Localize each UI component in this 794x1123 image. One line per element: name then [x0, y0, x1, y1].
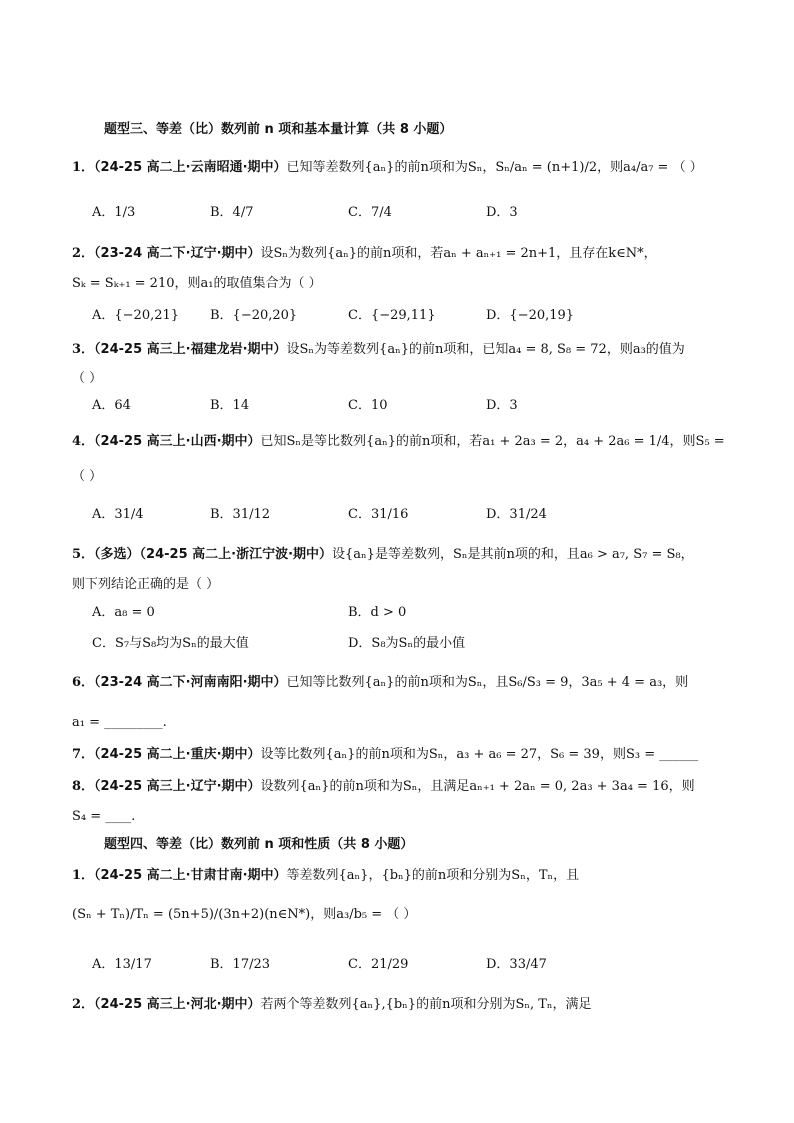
question-number: 4． — [72, 434, 95, 449]
option-c: C．{−29,11} — [348, 308, 436, 323]
question-7 — [72, 746, 698, 764]
question-text: 已知Sₙ是等比数列{aₙ}的前n项和，若a₁ + 2a₃ = 2，a₄ + 2a₆ = 1/4，则S₅ = — [260, 434, 725, 449]
question-source: （24-25 高三上·福建龙岩·期中） — [94, 342, 287, 357]
question-text: 已知等比数列{aₙ}的前n项和为Sₙ，且S₆/S₃ = 9，3a₅ + 4 = a₃，则 — [286, 675, 689, 690]
question-source: （24-25 高三上·山西·期中） — [94, 434, 261, 449]
question-text: 设{aₙ}是等差数列，Sₙ是其前n项的和，且a₆ > a₇, S₇ = S₈， — [332, 547, 694, 562]
question-6 — [72, 674, 688, 692]
question-source: （23-24 高二下·辽宁·期中） — [94, 246, 261, 261]
option-d: D．{−20,19} — [486, 308, 575, 323]
option-d: D．S₈为Sₙ的最小值 — [348, 636, 466, 651]
question-source: （24-25 高二上·重庆·期中） — [94, 747, 261, 762]
question-text: 设等比数列{aₙ}的前n项和为Sₙ，a₃ + a₆ = 27，S₆ = 39，则S₃ = ______ — [260, 747, 699, 762]
question-text: 设数列{aₙ}的前n项和为Sₙ，且满足aₙ₊₁ + 2aₙ = 0, 2a₃ + 3a₄ = 16，则 — [260, 779, 695, 794]
question-text: 设Sₙ为数列{aₙ}的前n项和，若aₙ + aₙ₊₁ = 2n+1，且存在k∈N*， — [260, 246, 657, 261]
option-a: A．a₈ = 0 — [92, 605, 155, 620]
question-text: 设Sₙ为等差数列{aₙ}的前n项和，已知a₄ = 8, S₈ = 72，则a₃的值为 — [286, 342, 685, 357]
option-a: A．{−20,21} — [92, 308, 180, 323]
option-a: A．13/17 — [92, 957, 152, 972]
question-number: 5． — [72, 547, 95, 562]
question-3-line2: （ ） — [72, 371, 103, 386]
question-source: （23-24 高二下·河南南阳·期中） — [94, 675, 287, 690]
option-c: C．S₇与S₈均为Sₙ的最大值 — [92, 636, 249, 651]
option-b: B．17/23 — [210, 957, 271, 972]
option-a: A．31/4 — [92, 507, 144, 522]
option-b: B．d > 0 — [348, 605, 407, 620]
question-number: 6． — [72, 675, 95, 690]
option-d: D．3 — [486, 205, 518, 220]
question-source: （24-25 高三上·河北·期中） — [94, 997, 261, 1012]
section-title: 题型三、等差（比）数列前 n 项和基本量计算（共 8 小题） — [104, 122, 453, 137]
question-2 — [72, 245, 657, 263]
question-number: 1． — [72, 868, 95, 883]
question-3 — [72, 341, 685, 359]
option-c: C．21/29 — [348, 957, 409, 972]
option-d: D．31/24 — [486, 507, 547, 522]
option-a: A．64 — [92, 398, 131, 413]
question-text: 等差数列{aₙ}，{bₙ}的前n项和分别为Sₙ，Tₙ，且 — [286, 868, 580, 883]
question-8-line2: S₄ = ____. — [72, 809, 136, 824]
question-8 — [72, 778, 695, 796]
question-number: 2． — [72, 997, 95, 1012]
question-number: 7． — [72, 747, 95, 762]
question-text: 已知等差数列{aₙ}的前n项和为Sₙ，Sₙ/aₙ = (n+1)/2，则a₄/a₇ = （ ） — [286, 160, 703, 175]
question-5-line2: 则下列结论正确的是（ ） — [72, 577, 220, 592]
question-number: 2． — [72, 246, 95, 261]
option-b: B．{−20,20} — [210, 308, 298, 323]
question-6-line2: a₁ = _________. — [72, 715, 167, 730]
option-d: D．33/47 — [486, 957, 547, 972]
question-4-line2: （ ） — [72, 469, 103, 484]
option-c: C．7/4 — [348, 205, 392, 220]
option-a: A．1/3 — [92, 205, 136, 220]
question-number: 8． — [72, 779, 95, 794]
section-title: 题型四、等差（比）数列前 n 项和性质（共 8 小题） — [104, 837, 414, 852]
option-b: B．14 — [210, 398, 250, 413]
option-b: B．4/7 — [210, 205, 254, 220]
question-source: （多选）（24-25 高二上·浙江宁波·期中） — [94, 547, 333, 562]
question-4 — [72, 433, 725, 451]
question-1-line2: (Sₙ + Tₙ)/Tₙ = (5n+5)/(3n+2)(n∈N*)，则a₃/b₅ = （ ） — [72, 907, 417, 922]
question-source: （24-25 高三上·辽宁·期中） — [94, 779, 261, 794]
option-d: D．3 — [486, 398, 518, 413]
question-2 — [72, 996, 592, 1014]
question-5 — [72, 546, 694, 564]
question-text: 若两个等差数列{aₙ},{bₙ}的前n项和分别为Sₙ, Tₙ，满足 — [260, 997, 592, 1012]
question-1 — [72, 867, 579, 885]
question-number: 3． — [72, 342, 95, 357]
option-c: C．31/16 — [348, 507, 409, 522]
question-source: （24-25 高二上·甘肃甘南·期中） — [94, 868, 287, 883]
question-source: （24-25 高二上·云南昭通·期中） — [94, 160, 287, 175]
option-b: B．31/12 — [210, 507, 271, 522]
question-number: 1． — [72, 160, 95, 175]
question-2-line2: Sₖ = Sₖ₊₁ = 210，则a₁的取值集合为（ ） — [72, 276, 322, 291]
question-1 — [72, 159, 703, 177]
option-c: C．10 — [348, 398, 388, 413]
